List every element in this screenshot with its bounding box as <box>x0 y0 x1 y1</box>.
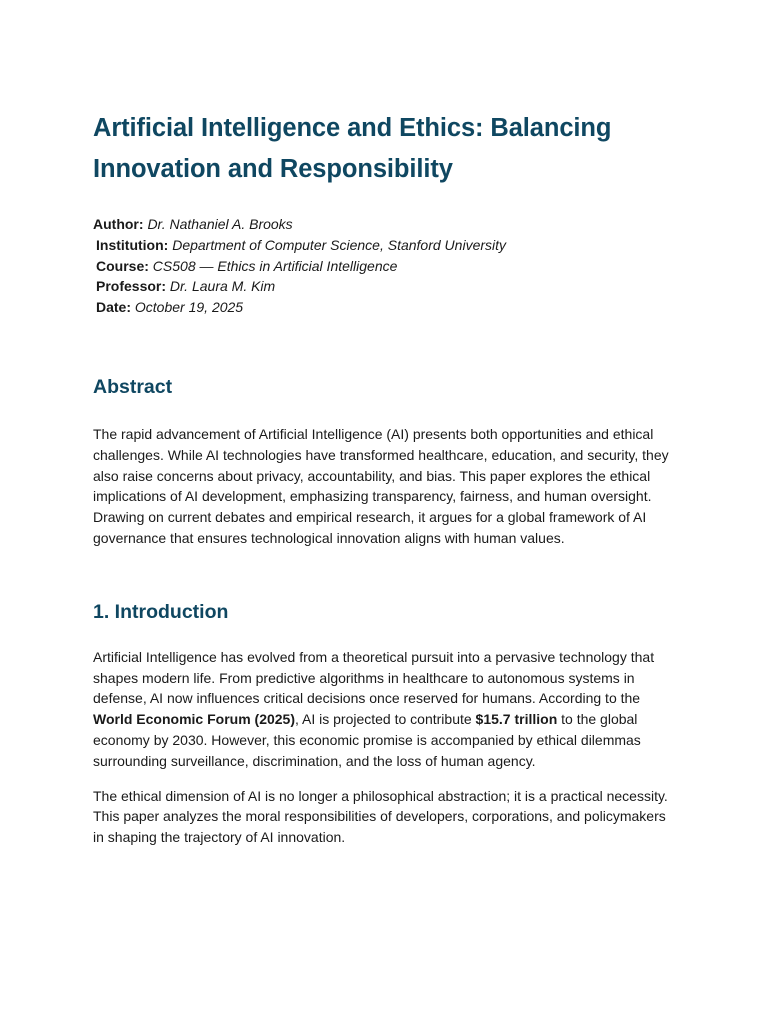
author-value: Dr. Nathaniel A. Brooks <box>147 216 293 232</box>
institution-value: Department of Computer Science, Stanford University <box>172 236 507 253</box>
introduction-paragraph-1 <box>93 647 674 772</box>
document-metadata <box>93 214 674 318</box>
institution-row <box>93 235 674 256</box>
intro-p1-text-1: Artificial Intelligence has evolved from a theoretical pursuit into a pervasive technology that shapes modern life. From predictive algorithms in healthcare to autonomous systems in defense, AI now influences critical decisions once reserved for humans. According to the <box>93 648 655 707</box>
date-value: October 19, 2025 <box>134 299 244 316</box>
professor-row <box>93 276 674 297</box>
intro-p1-bold-source: World Economic Forum (2025) <box>93 711 295 728</box>
author-row <box>93 214 674 235</box>
course-label: Course: <box>96 257 149 274</box>
introduction-paragraph-2: The ethical dimension of AI is no longer a philosophical abstraction; it is a practical necessity. This paper analyzes the moral responsibilities of developers, corporations, and policymakers in shaping the trajectory of AI innovation. <box>93 787 668 846</box>
document-title: Artificial Intelligence and Ethics: Balancing Innovation and Responsibility <box>93 114 612 183</box>
course-row <box>93 256 674 277</box>
professor-value: Dr. Laura M. Kim <box>169 278 276 295</box>
course-value: CS508 — Ethics in Artificial Intelligence <box>152 257 398 274</box>
introduction-heading: 1. Introduction <box>93 600 229 623</box>
date-label: Date: <box>96 299 132 316</box>
intro-p1-bold-amount: $15.7 trillion <box>475 711 558 728</box>
abstract-text: The rapid advancement of Artificial Intelligence (AI) presents both opportunities and ethical challenges. While AI technologies have transformed healthcare, education, and security, they also raise concerns about privacy, accountability, and bias. This paper explores the ethical implications of AI development, emphasizing transparency, fairness, and human oversight. Drawing on current debates and empirical research, it argues for a global framework of AI governance that ensures technological innovation aligns with human values. <box>93 425 669 546</box>
institution-label: Institution: <box>96 236 169 253</box>
professor-label: Professor: <box>96 278 167 295</box>
intro-p1-text-3: to the global economy by 2030. However, this economic promise is accompanied by ethical dilemmas surrounding surveillance, discrimination, and the loss of human agency. <box>93 711 641 769</box>
date-row <box>93 297 674 318</box>
intro-p1-text-2: , AI is projected to contribute <box>295 711 476 728</box>
author-label: Author: <box>93 216 144 232</box>
abstract-heading: Abstract <box>93 375 173 398</box>
